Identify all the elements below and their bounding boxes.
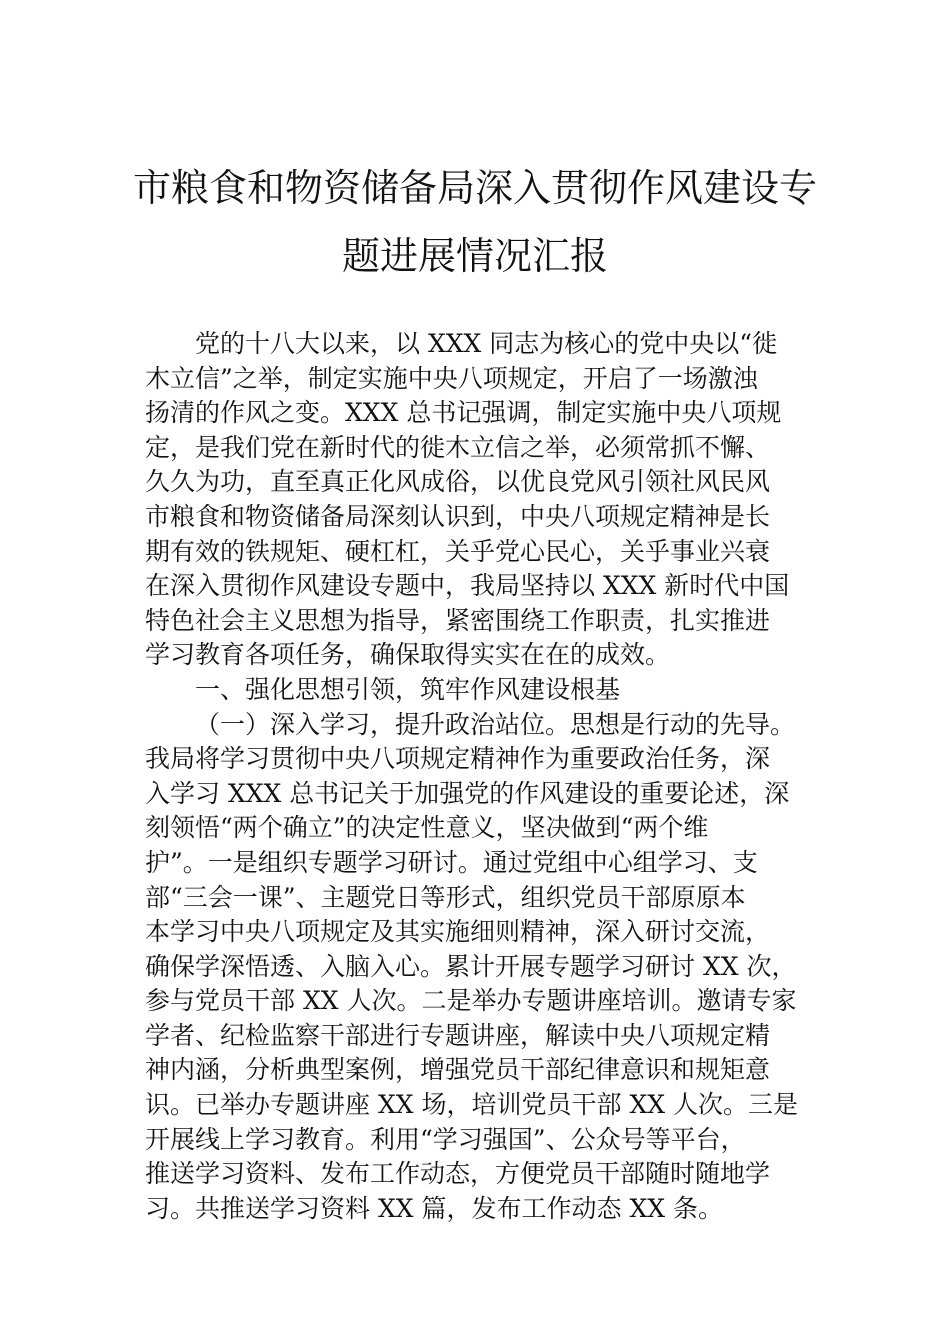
- paragraph-line: 扬清的作风之变。XXX 总书记强调，制定实施中央八项规: [145, 398, 782, 428]
- paragraph-line: 习。共推送学习资料 XX 篇，发布工作动态 XX 条。: [145, 1193, 723, 1223]
- paragraph-line: 定，是我们党在新时代的徙木立信之举，必须常抓不懈、: [145, 432, 771, 462]
- paragraph-line: 识。已举办专题讲座 XX 场，培训党员干部 XX 人次。三是: [145, 1090, 798, 1120]
- document-title-line-2: 题进展情况汇报: [341, 234, 608, 278]
- paragraph-line: 本学习中央八项规定及其实施细则精神，深入研讨交流，: [145, 917, 771, 947]
- paragraph-line: 入学习 XXX 总书记关于加强党的作风建设的重要论述，深: [145, 778, 790, 808]
- paragraph-line: 我局将学习贯彻中央八项规定精神作为重要政治任务，深: [145, 744, 771, 774]
- paragraph-line: 刻领悟“两个确立”的决定性意义，坚决做到“两个维: [145, 813, 709, 843]
- paragraph-line: 参与党员干部 XX 人次。二是举办专题讲座培训。邀请专家: [145, 986, 797, 1016]
- paragraph-line: 特色社会主义思想为指导，紧密围绕工作职责，扎实推进: [145, 605, 771, 635]
- paragraph-line: 神内涵，分析典型案例，增强党员干部纪律意识和规矩意: [145, 1055, 771, 1085]
- subsection-heading: （一）深入学习，提升政治站位。思想是行动的先导。: [195, 709, 796, 739]
- paragraph-line: 确保学深悟透、入脑入心。累计开展专题学习研讨 XX 次，: [145, 951, 797, 981]
- paragraph-line: 开展线上学习教育。利用“学习强国”、公众号等平台，: [145, 1124, 746, 1154]
- document-body: [145, 327, 815, 1226]
- paragraph-line: 久久为功，直至真正化风成俗，以优良党风引领社风民风: [145, 467, 771, 497]
- paragraph-line: 学者、纪检监察干部进行专题讲座，解读中央八项规定精: [145, 1020, 771, 1050]
- paragraph-line: 护”。一是组织专题学习研讨。通过党组中心组学习、支: [145, 847, 758, 877]
- paragraph-line: 党的十八大以来，以 XXX 同志为核心的党中央以“徙: [195, 329, 778, 358]
- section-heading: 一、强化思想引领，筑牢作风建设根基: [195, 674, 621, 704]
- paragraph-line: 部“三会一课”、主题党日等形式，组织党员干部原原本: [145, 882, 746, 912]
- paragraph-line: 推送学习资料、发布工作动态，方便党员干部随时随地学: [145, 1159, 771, 1189]
- paragraph-line: 市粮食和物资储备局深刻认识到，中央八项规定精神是长: [145, 501, 771, 531]
- paragraph-line: 期有效的铁规矩、硬杠杠，关乎党心民心，关乎事业兴衰: [145, 536, 771, 566]
- paragraph-line: 学习教育各项任务，确保取得实实在在的成效。: [145, 640, 671, 670]
- paragraph-line: 在深入贯彻作风建设专题中，我局坚持以 XXX 新时代中国: [145, 571, 790, 601]
- document-title-line-1: 市粮食和物资储备局深入贯彻作风建设专: [132, 166, 817, 210]
- paragraph-line: 木立信”之举，制定实施中央八项规定，开启了一场激浊: [145, 363, 758, 393]
